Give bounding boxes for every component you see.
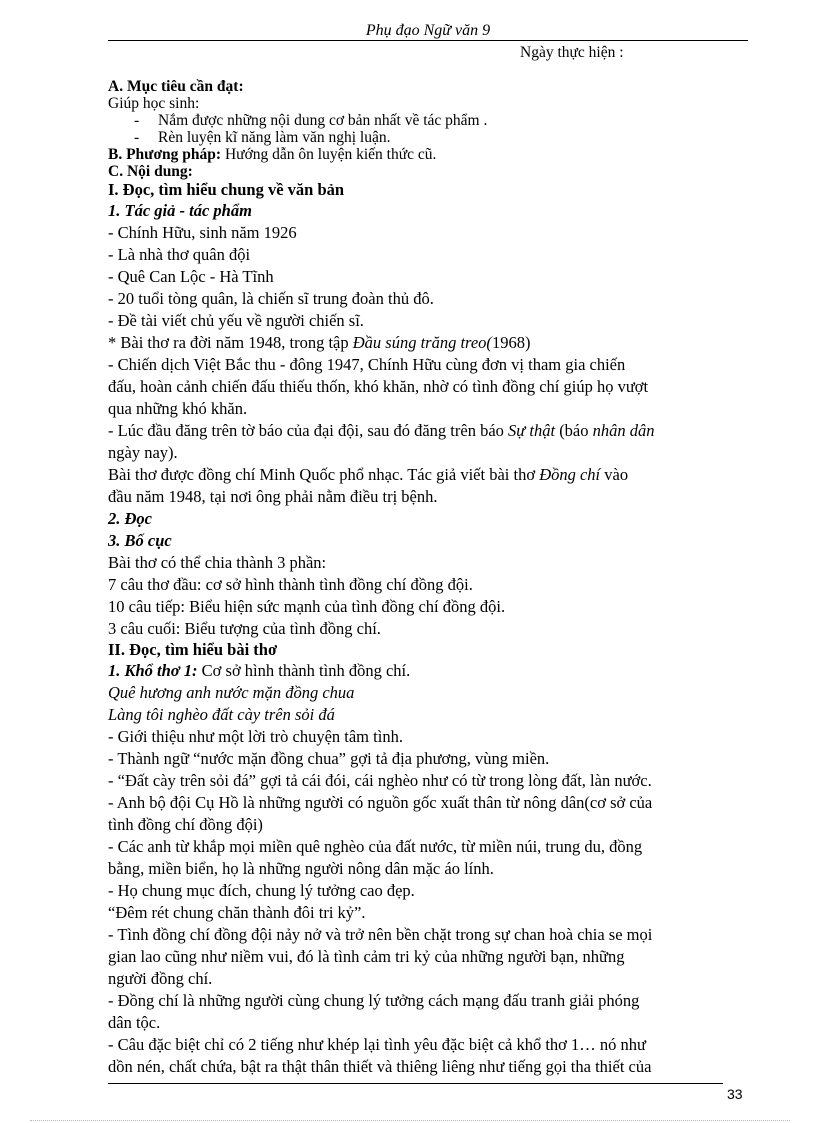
analysis-line: - “Đất cày trên sỏi đá” gợi tả cái đói, cái nghèo như có từ trong lòng đất, làn nước. xyxy=(108,771,652,790)
poem-origin-line: * Bài thơ ra đời năm 1948, trong tập Đầu súng trăng treo(1968) xyxy=(108,333,531,352)
date-label: Ngày thực hiện : xyxy=(520,44,624,61)
layout-line: Bài thơ có thể chia thành 3 phần: xyxy=(108,553,327,572)
objectives-heading: A. Mục tiêu cần đạt: xyxy=(108,78,244,95)
layout-heading: 3. Bố cục xyxy=(108,531,172,550)
bio-line: - Chính Hữu, sinh năm 1926 xyxy=(108,223,297,242)
analysis-line: gian lao cũng như niềm vui, đó là tình cảm tri kỷ của những người bạn, những xyxy=(108,947,625,966)
bio-line: - 20 tuổi tòng quân, là chiến sĩ trung đoàn thủ đô. xyxy=(108,289,434,308)
campaign-line: đấu, hoàn cảnh chiến đấu thiếu thốn, khó khăn, nhờ có tình đồng chí giúp họ vượt xyxy=(108,377,649,396)
analysis-line: - Họ chung mục đích, chung lý tưởng cao đẹp. xyxy=(108,881,415,900)
analysis-line: - Tình đồng chí đồng đội nảy nở và trở nên bền chặt trong sự chan hoà chia se mọi xyxy=(108,925,653,944)
objective-item: - Nắm được những nội dung cơ bản nhất về tác phẩm . xyxy=(134,112,488,129)
stanza1-heading: 1. Khổ thơ 1: Cơ sở hình thành tình đồng chí. xyxy=(108,661,411,680)
layout-line: 7 câu thơ đầu: cơ sở hình thành tình đồng chí đồng đội. xyxy=(108,575,473,594)
author-work-heading: 1. Tác giả - tác phẩm xyxy=(108,201,252,220)
section2-heading: II. Đọc, tìm hiểu bài thơ xyxy=(108,640,278,659)
analysis-line: người đồng chí. xyxy=(108,969,213,988)
page-bottom-edge xyxy=(30,1120,790,1121)
analysis-line: “Đêm rét chung chăn thành đôi tri kỷ”. xyxy=(108,903,366,922)
objective-item: - Rèn luyện kĩ năng làm văn nghị luận. xyxy=(134,129,391,146)
bio-line: - Quê Can Lộc - Hà Tĩnh xyxy=(108,267,274,286)
publication-line: ngày nay). xyxy=(108,443,178,462)
analysis-line: bằng, miền biển, họ là những người nông dân mặc áo lính. xyxy=(108,859,494,878)
method-line: B. Phương pháp: Hướng dẫn ôn luyện kiến thức cũ. xyxy=(108,146,437,163)
analysis-line: - Thành ngữ “nước mặn đồng chua” gợi tả địa phương, vùng miền. xyxy=(108,749,550,768)
section1-heading: I. Đọc, tìm hiểu chung về văn bản xyxy=(108,180,345,199)
reading-heading: 2. Đọc xyxy=(108,509,152,528)
page-header-title: Phụ đạo Ngữ văn 9 xyxy=(108,22,748,41)
analysis-line: - Đồng chí là những người cùng chung lý tưởng cách mạng đấu tranh giải phóng xyxy=(108,991,640,1010)
verse-line: Quê hương anh nước mặn đồng chua xyxy=(108,683,355,702)
bio-line: - Là nhà thơ quân đội xyxy=(108,245,251,264)
analysis-line: tình đồng chí đồng đội) xyxy=(108,815,263,834)
analysis-line: dồn nén, chất chứa, bật ra thật thân thiết và thiêng liêng như tiếng gọi tha thiết của xyxy=(108,1057,652,1076)
publication-line: - Lúc đầu đăng trên tờ báo của đại đội, sau đó đăng trên báo Sự thật (báo nhân dân xyxy=(108,421,655,440)
analysis-line: dân tộc. xyxy=(108,1013,161,1032)
page-number: 33 xyxy=(727,1086,743,1102)
layout-line: 3 câu cuối: Biểu tượng của tình đồng chí. xyxy=(108,619,381,638)
music-line: Bài thơ được đồng chí Minh Quốc phổ nhạc. Tác giả viết bài thơ Đồng chí vào xyxy=(108,465,629,484)
music-line: đầu năm 1948, tại nơi ông phải nằm điều trị bệnh. xyxy=(108,487,438,506)
document-body xyxy=(108,78,748,1078)
analysis-line: - Các anh từ khắp mọi miền quê nghèo của đất nước, từ miền núi, trung du, đồng xyxy=(108,837,643,856)
campaign-line: qua những khó khăn. xyxy=(108,399,248,418)
layout-line: 10 câu tiếp: Biểu hiện sức mạnh của tình đồng chí đồng đội. xyxy=(108,597,506,616)
bio-line: - Đề tài viết chủ yếu về người chiến sĩ. xyxy=(108,311,364,330)
analysis-line: - Giới thiệu như một lời trò chuyện tâm tình. xyxy=(108,727,403,746)
content-heading: C. Nội dung: xyxy=(108,163,193,180)
verse-line: Làng tôi nghèo đất cày trên sỏi đá xyxy=(108,705,335,724)
objectives-intro: Giúp học sinh: xyxy=(108,95,200,112)
campaign-line: - Chiến dịch Việt Bắc thu - đông 1947, Chính Hữu cùng đơn vị tham gia chiến xyxy=(108,355,626,374)
analysis-line: - Câu đặc biệt chỉ có 2 tiếng như khép lại tình yêu đặc biệt cả khổ thơ 1… nó như xyxy=(108,1035,646,1054)
analysis-line: - Anh bộ đội Cụ Hồ là những người có nguồn gốc xuất thân từ nông dân(cơ sở của xyxy=(108,793,653,812)
footer-divider xyxy=(108,1083,723,1084)
